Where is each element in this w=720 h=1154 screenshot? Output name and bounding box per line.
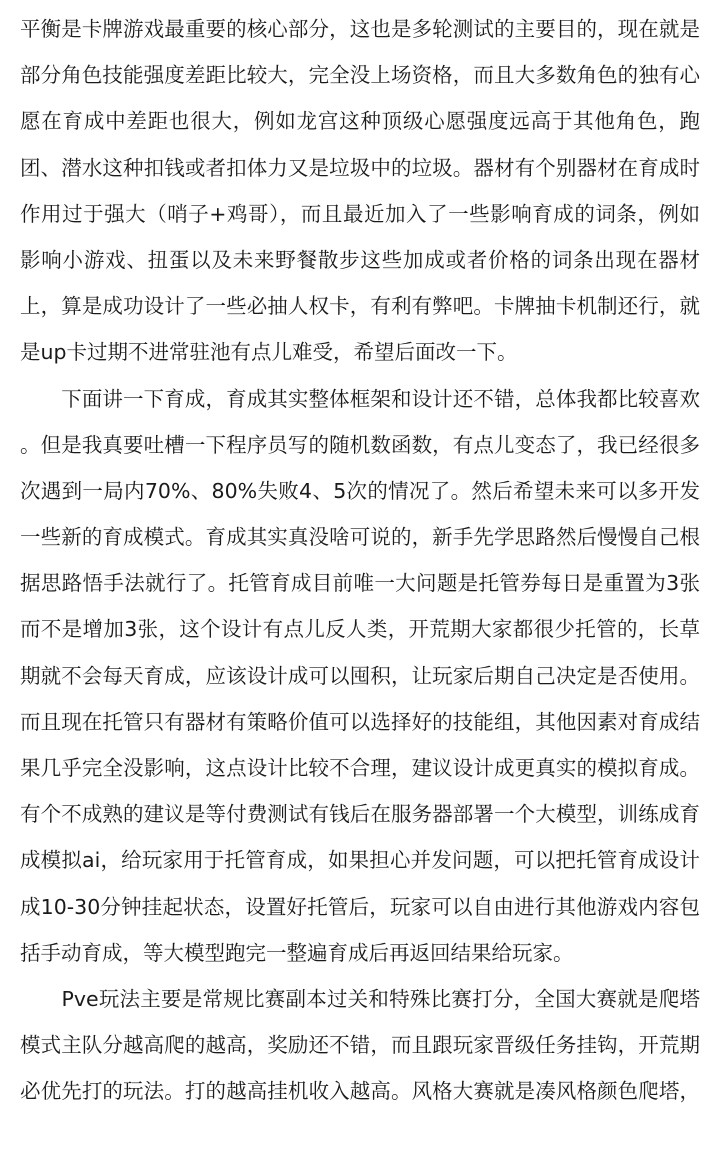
paragraph-line: 影响小游戏、扭蛋以及未来野餐散步这些加成或者价格的词条出现在器材 xyxy=(20,247,700,272)
paragraph-line: 期就不会每天育成，应该设计成可以囤积，让玩家后期自己决定是否使用。 xyxy=(20,663,700,688)
paragraph-line: 成模拟ai，给玩家用于托管育成，如果担心并发问题，可以把托管育成设计 xyxy=(20,848,700,873)
paragraph-line: 成10-30分钟挂起状态，设置好托管后，玩家可以自由进行其他游戏内容包 xyxy=(20,894,700,919)
paragraph-line: 作用过于强大（哨子+鸡哥），而且最近加入了一些影响育成的词条，例如 xyxy=(20,201,700,226)
paragraph-line: Pve玩法主要是常规比赛副本过关和特殊比赛打分，全国大赛就是爬塔 xyxy=(20,986,700,1011)
paragraph-line: 有个不成熟的建议是等付费测试有钱后在服务器部署一个大模型，训练成育 xyxy=(20,802,700,827)
paragraph-line: 愿在育成中差距也很大，例如龙宫这种顶级心愿强度远高于其他角色，跑 xyxy=(20,109,700,134)
paragraph-line: 而且现在托管只有器材有策略价值可以选择好的技能组，其他因素对育成结 xyxy=(20,709,700,734)
paragraph-line: 团、潜水这种扣钱或者扣体力又是垃圾中的垃圾。器材有个别器材在育成时 xyxy=(20,155,700,180)
paragraph-line: 一些新的育成模式。育成其实真没啥可说的，新手先学思路然后慢慢自己根 xyxy=(20,525,700,550)
paragraph-line: 果几乎完全没影响，这点设计比较不合理，建议设计成更真实的模拟育成。 xyxy=(20,756,700,780)
paragraph-line: 括手动育成，等大模型跑完一整遍育成后再返回结果给玩家。 xyxy=(20,940,574,965)
paragraph-line: 平衡是卡牌游戏最重要的核心部分，这也是多轮测试的主要目的，现在就是 xyxy=(20,17,700,41)
paragraph-line: 次遇到一局内70%、80%失败4、5次的情况了。然后希望未来可以多开发 xyxy=(20,478,700,503)
paragraph-line: 是up卡过期不进常驻池有点儿难受，希望后面改一下。 xyxy=(20,340,518,365)
paragraph-line: 必优先打的玩法。打的越高挂机收入越高。风格大赛就是凑风格颜色爬塔， xyxy=(20,1079,700,1104)
paragraph-line: 模式主队分越高爬的越高，奖励还不错，而且跟玩家晋级任务挂钩，开荒期 xyxy=(20,1033,700,1058)
paragraph-line: 。但是我真要吐槽一下程序员写的随机数函数，有点儿变态了，我已经很多 xyxy=(20,432,700,457)
paragraph-line: 部分角色技能强度差距比较大，完全没上场资格，而且大多数角色的独有心 xyxy=(20,63,700,88)
paragraph-line: 下面讲一下育成，育成其实整体框架和设计还不错，总体我都比较喜欢 xyxy=(20,386,700,411)
paragraph-line: 而不是增加3张，这个设计有点儿反人类，开荒期大家都很少托管的，长草 xyxy=(20,617,700,642)
paragraph-line: 上，算是成功设计了一些必抽人权卡，有利有弊吧。卡牌抽卡机制还行，就 xyxy=(20,294,700,319)
paragraph-line: 据思路悟手法就行了。托管育成目前唯一大问题是托管券每日是重置为3张 xyxy=(20,571,700,596)
